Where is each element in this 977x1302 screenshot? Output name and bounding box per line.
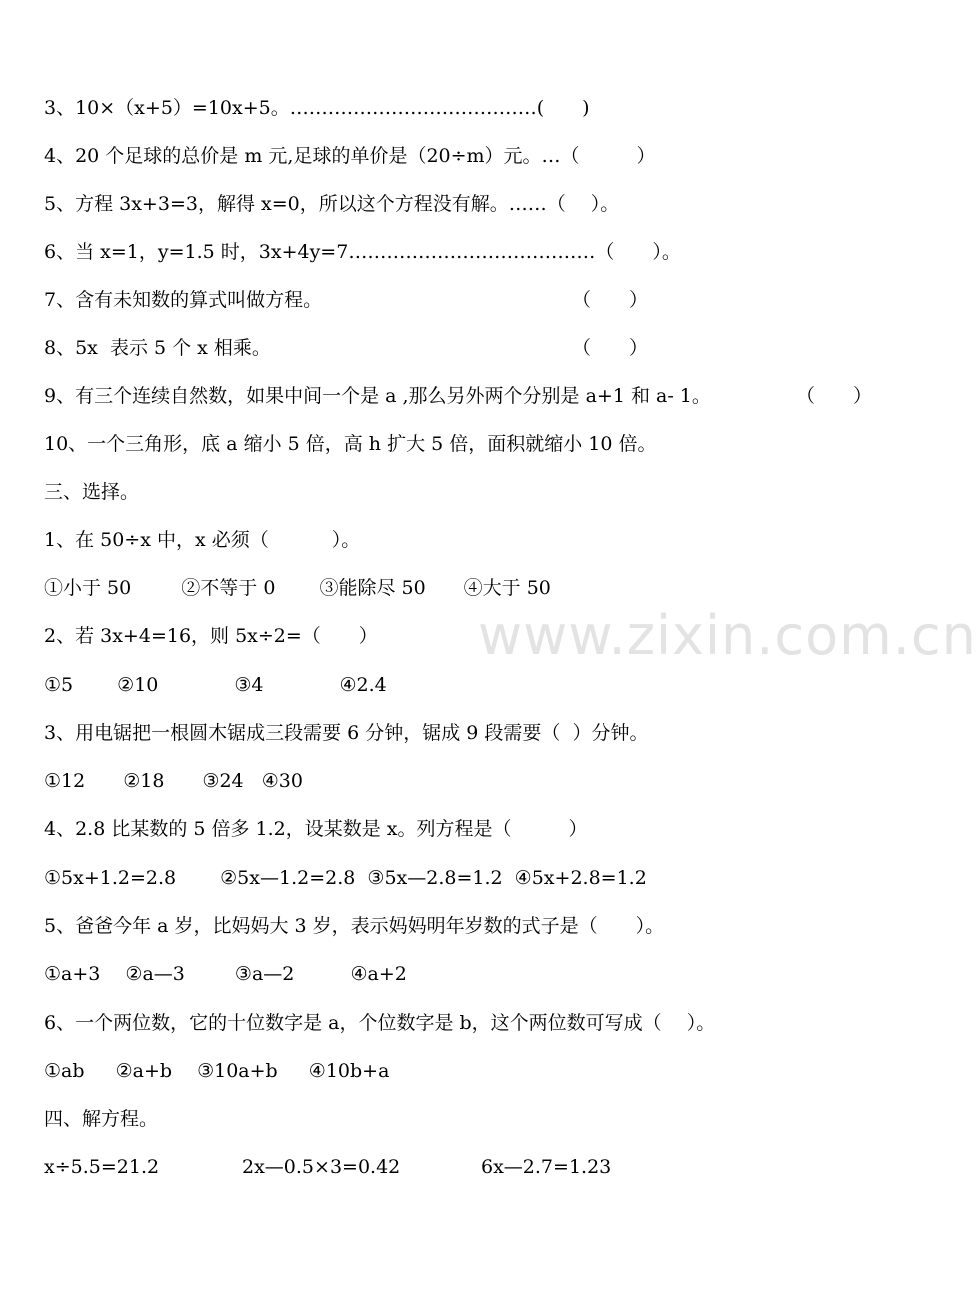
judge-q8-answer-blank[interactable]: （ ） (572, 337, 649, 359)
section3-title: 三、选择。 (44, 481, 140, 503)
choice-q3: 3、用电锯把一根圆木锯成三段需要 6 分钟，锯成 9 段需要（ ）分钟。 (44, 722, 649, 744)
choice-q2: 2、若 3x+4=16，则 5x÷2=（ ） (44, 625, 378, 647)
judge-q9: 9、有三个连续自然数，如果中间一个是 a ,那么另外两个分别是 a+1 和 a- 1。 (44, 385, 711, 407)
choice-q4: 4、2.8 比某数的 5 倍多 1.2，设某数是 x。列方程是（ ） (44, 818, 588, 840)
judge-q6: 6、当 x=1，y=1.5 时，3x+4y=7…………………………………（ ）。 (44, 241, 681, 263)
judge-q8: 8、5x 表示 5 个 x 相乘。 (44, 337, 271, 359)
judge-q7: 7、含有未知数的算式叫做方程。 (44, 289, 323, 311)
section4-title: 四、解方程。 (44, 1108, 159, 1130)
choice-q3-options: ①12 ②18 ③24 ④30 (44, 770, 303, 792)
judge-q5: 5、方程 3x+3=3，解得 x=0，所以这个方程没有解。……（ ）。 (44, 193, 620, 215)
choice-q4-options: ①5x+1.2=2.8 ②5x—1.2=2.8 ③5x—2.8=1.2 ④5x+2.8=1.2 (44, 867, 647, 889)
choice-q5-options: ①a+3 ②a—3 ③a—2 ④a+2 (44, 963, 407, 985)
choice-q1: 1、在 50÷x 中，x 必须（ ）。 (44, 529, 361, 551)
equation-1: x÷5.5=21.2 (44, 1156, 160, 1178)
equation-2: 2x—0.5×3=0.42 (242, 1156, 401, 1178)
equation-3: 6x—2.7=1.23 (481, 1156, 612, 1178)
choice-q6: 6、一个两位数，它的十位数字是 a，个位数字是 b，这个两位数可写成（ ）。 (44, 1012, 716, 1034)
judge-q7-answer-blank[interactable]: （ ） (572, 289, 649, 311)
choice-q5: 5、爸爸今年 a 岁，比妈妈大 3 岁，表示妈妈明年岁数的式子是（ ）。 (44, 915, 665, 937)
choice-q1-options: ①小于 50 ②不等于 0 ③能除尽 50 ④大于 50 (44, 577, 551, 599)
judge-q4: 4、20 个足球的总价是 m 元,足球的单价是（20÷m）元。…（ ） (44, 145, 656, 167)
choice-q6-options: ①ab ②a+b ③10a+b ④10b+a (44, 1060, 390, 1082)
choice-q2-options: ①5 ②10 ③4 ④2.4 (44, 674, 387, 696)
judge-q10: 10、一个三角形，底 a 缩小 5 倍，高 h 扩大 5 倍，面积就缩小 10 倍。 (44, 433, 657, 455)
judge-q3: 3、10×（x+5）=10x+5。…………………………………( ) (44, 97, 590, 119)
watermark: www.zixin.com.cn (478, 604, 977, 667)
judge-q9-answer-blank[interactable]: （ ） (796, 385, 873, 407)
